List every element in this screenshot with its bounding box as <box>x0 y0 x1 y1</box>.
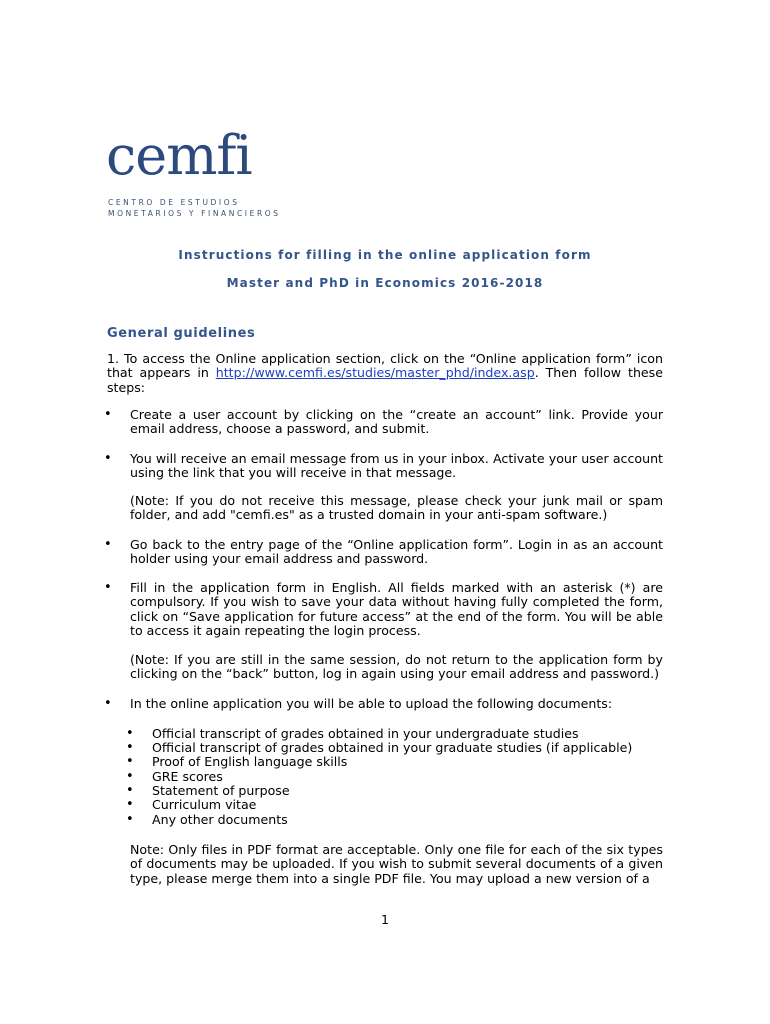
step-1-text-end: . Then follow these steps: <box>107 365 663 395</box>
document-subtitle: Master and PhD in Economics 2016-2018 <box>226 276 544 290</box>
step-upload-documents: In the online application you will be able to upload the following documents: <box>130 696 613 711</box>
step-1-paragraph <box>107 352 663 395</box>
bullet-icon: • <box>104 451 112 466</box>
bullet-icon: • <box>104 407 112 422</box>
step-login: Go back to the entry page of the “Online application form”. Login in as an account holder using your email address and password. <box>130 537 663 567</box>
document-title: Instructions for filling in the online application form <box>178 248 592 262</box>
bullet-icon: • <box>126 797 134 812</box>
page-number: 1 <box>380 912 389 927</box>
step-create-account: Create a user account by clicking on the “create an account” link. Provide your email address, choose a password, and submit. <box>130 407 663 437</box>
bullet-icon: • <box>104 537 112 552</box>
document-item: GRE scores <box>152 769 223 784</box>
logo-subtitle-line1: CENTRO DE ESTUDIOS <box>108 198 240 207</box>
bullet-icon: • <box>104 696 112 711</box>
document-item: Any other documents <box>152 812 288 827</box>
step-fill-form: Fill in the application form in English. All fields marked with an asterisk (*) are compulsory. If you wish to save your data without having fully completed the form, click on “Save application for future access” at the end of the form. You will be able to access it again repeating the login process. <box>130 580 663 639</box>
document-item: Official transcript of grades obtained in your undergraduate studies <box>152 726 579 741</box>
step-1-text: 1. To access the Online application section, click on the “Online application form” icon that appears in <box>107 351 663 381</box>
logo-subtitle-line2: MONETARIOS Y FINANCIEROS <box>108 209 281 218</box>
bullet-icon: • <box>104 580 112 595</box>
document-item: Statement of purpose <box>152 783 290 798</box>
bullet-icon: • <box>126 754 134 769</box>
cemfi-logo-subtitle <box>108 197 281 219</box>
application-link[interactable]: http://www.cemfi.es/studies/master_phd/index.asp <box>215 365 535 381</box>
note-pdf-format: Note: Only files in PDF format are acceptable. Only one file for each of the six types of documents may be uploaded. If you wish to submit several documents of a given type, please merge them into a single PDF file. You may upload a new version of a <box>130 842 663 886</box>
document-item: Official transcript of grades obtained in your graduate studies (if applicable) <box>152 740 633 755</box>
bullet-icon: • <box>126 812 134 827</box>
bullet-icon: • <box>126 726 134 741</box>
note-same-session: (Note: If you are still in the same session, do not return to the application form by clicking on the “back” button, log in again using your email address and password.) <box>130 652 663 682</box>
bullet-icon: • <box>126 783 134 798</box>
document-item: Proof of English language skills <box>152 754 348 769</box>
note-junk-mail: (Note: If you do not receive this message, please check your junk mail or spam folder, and add "cemfi.es" as a trusted domain in your anti-spam software.) <box>130 493 663 523</box>
bullet-icon: • <box>126 769 134 784</box>
section-heading-general-guidelines: General guidelines <box>107 326 256 341</box>
step-activate-account: You will receive an email message from us in your inbox. Activate your user account using the link that you will receive in that message. <box>130 451 663 481</box>
cemfi-logo: cemfi <box>106 124 252 187</box>
bullet-icon: • <box>126 740 134 755</box>
document-item: Curriculum vitae <box>152 797 257 812</box>
